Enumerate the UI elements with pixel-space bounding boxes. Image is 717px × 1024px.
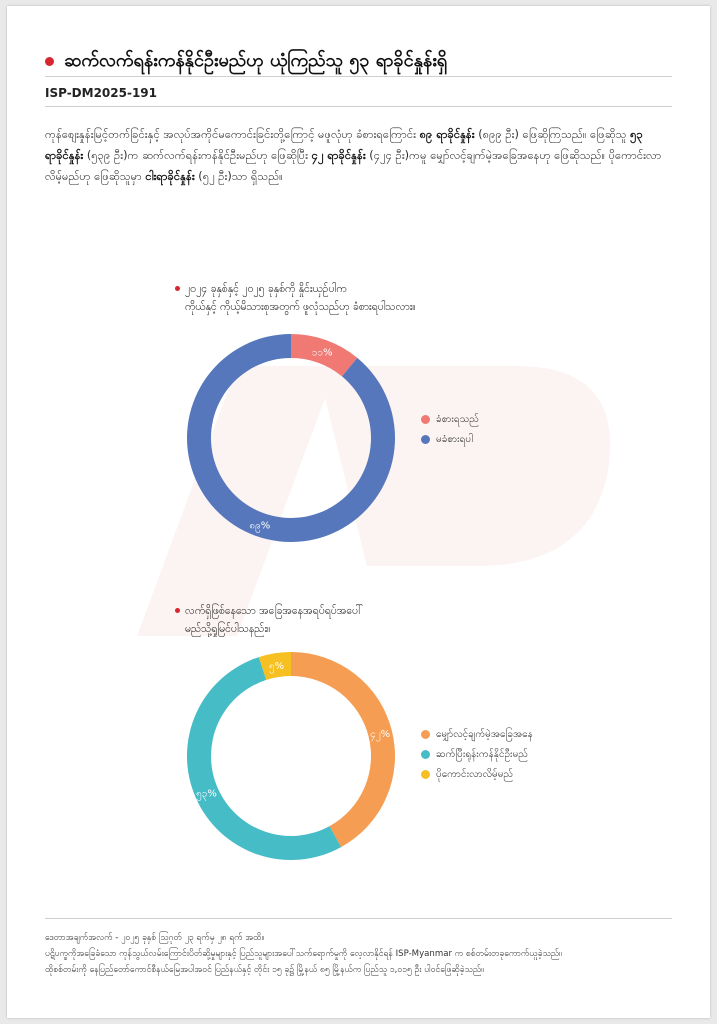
legend-swatch	[421, 415, 430, 424]
report-page	[7, 6, 710, 1018]
question-bullet-icon	[175, 286, 180, 291]
chart2-slice-0	[291, 652, 395, 847]
legend-swatch	[421, 435, 430, 444]
chart1-slice-1	[187, 334, 395, 542]
chart2-legend-item	[421, 724, 533, 744]
footer-sample-note: ထိုစစ်တမ်းကို နေပြည်တော်ကောင်စီနယ်မြေအပါအဝင် ပြည်နယ်နှင့် တိုင်း ၁၅ ခု၌ မြို့နယ် ၈၅ မြို့နယ်က ပြည်သူ ၁,၀၁၅ ဦး ပါဝင်ဖြေဆိုခဲ့သည်။	[45, 965, 484, 975]
title-divider	[45, 76, 672, 77]
chart1-question-line2: ကိုယ်နှင့် ကိုယ့်မိသားစုအတွက် ဖူလုံသည်ဟု ခံစားရပါသလား။	[185, 301, 416, 313]
chart2-data-label-1: ၅၃%	[196, 788, 217, 800]
legend-label: ပိုကောင်းလာလိမ့်မည်	[436, 768, 514, 780]
page-title: ဆက်လက်ရန်းကန်နိုင်ဦးမည်ဟု ယုံကြည်သူ ၅၃ ရာခိုင်နှုန်းရှိ	[64, 50, 448, 71]
chart1-legend-item	[421, 429, 479, 449]
summary-highlight: ငါးရာခိုင်နှုန်း	[145, 170, 195, 183]
document-id: ISP-DM2025-191	[45, 86, 158, 100]
summary-text: (၅၂ ဦး)သာ ရှိသည်။	[194, 170, 283, 183]
chart1-data-label-0: ၁၁%	[311, 347, 333, 359]
summary-highlight: ၄၂ ရာခိုင်နှုန်း	[311, 149, 366, 162]
chart2-question-line2: မည်သို့ရှုမြင်ပါသနည်း။	[185, 623, 271, 635]
legend-swatch	[421, 730, 430, 739]
summary-highlight: ၅၃ ရာခိုင်နှုန်း	[45, 128, 643, 162]
chart2-question-line1: လက်ရှိဖြစ်နေသော အခြေအနေအရပ်ရပ်အပေါ်	[185, 605, 363, 617]
footer-notes	[45, 930, 675, 978]
chart2-donut	[181, 646, 401, 866]
chart2-question	[185, 602, 363, 638]
legend-label: ခံစားရသည်	[436, 413, 479, 425]
summary-paragraph	[45, 124, 673, 187]
title-bullet-icon	[45, 57, 54, 66]
chart2-legend-item	[421, 764, 533, 784]
id-divider	[45, 106, 672, 107]
question-bullet-icon	[175, 608, 180, 613]
chart1-donut	[181, 328, 401, 548]
footer-survey-note: ပဋိပက္ခကိုအခြေခံသော ကုန်သွယ်လမ်းကြောင်းပိတ်ဆို့မှုများနှင့် ပြည်သူများအပေါ်သက်ရောက်မှုကို လေ့လာနိုင်ရန် ISP-Myanmar က စစ်တမ်းတခုကောက်ယူခဲ့သည်။	[45, 949, 562, 959]
chart1-question	[185, 280, 416, 316]
legend-label: မခံစားရပါ	[436, 433, 473, 445]
legend-swatch	[421, 750, 430, 759]
footer-data-period: ဒေတာအချက်အလက် - ၂၀၂၅ ခုနှစ် ဩဂုတ် ၂၃ ရက်မှ ၂၈ ရက် အထိ။	[45, 933, 265, 943]
chart2-data-label-0: ၄၂%	[370, 729, 391, 741]
chart2-legend-item	[421, 744, 533, 764]
chart1-data-label-1: ၈၉%	[249, 520, 271, 532]
summary-text: (၄၂၄ ဦး)ကမူ မျှော်လင့်ချက်မဲ့အခြေအနေဟု ဖြေဆိုသည်။ ပိုကောင်းလာလိမ့်မည်ဟု ဖြေဆိုသူမှာ	[45, 149, 662, 183]
summary-highlight: ၈၉ ရာခိုင်နှုန်း	[419, 128, 475, 141]
legend-label: မျှော်လင့်ချက်မဲ့အခြေအနေ	[436, 728, 533, 740]
footer-divider	[45, 918, 672, 919]
chart2-slice-1	[187, 657, 341, 860]
chart1-question-line1: ၂၀၂၄ ခုနှစ်နှင့် ၂၀၂၅ ခုနှစ်ကို နှိုင်းယှဉ်ပါက	[185, 283, 347, 295]
chart2-legend	[421, 724, 533, 784]
legend-swatch	[421, 770, 430, 779]
chart2-data-label-2: ၅%	[269, 661, 285, 673]
chart1-legend-item	[421, 409, 479, 429]
summary-text: (၅၃၉ ဦး)က ဆက်လက်ရန်းကန်နိုင်ဦးမည်ဟု ဖြေဆိုပြီး	[83, 149, 312, 162]
legend-label: ဆက်ပြီးရုန်းကန်နိုင်ဦးမည်	[436, 748, 528, 760]
summary-text: ကုန်စျေးနှုန်းမြင့်တက်ခြင်းနှင့် အလုပ်အကိုင်မကောင်းခြင်းတို့ကြောင့် မဖူလုံဟု ခံစားရကြောင်း	[45, 128, 420, 141]
chart1-legend	[421, 409, 479, 449]
summary-text: (၈၉၉ ဦး) ဖြေဆိုကြသည်။ ဖြေဆိုသူ	[474, 128, 631, 141]
header	[45, 48, 672, 75]
